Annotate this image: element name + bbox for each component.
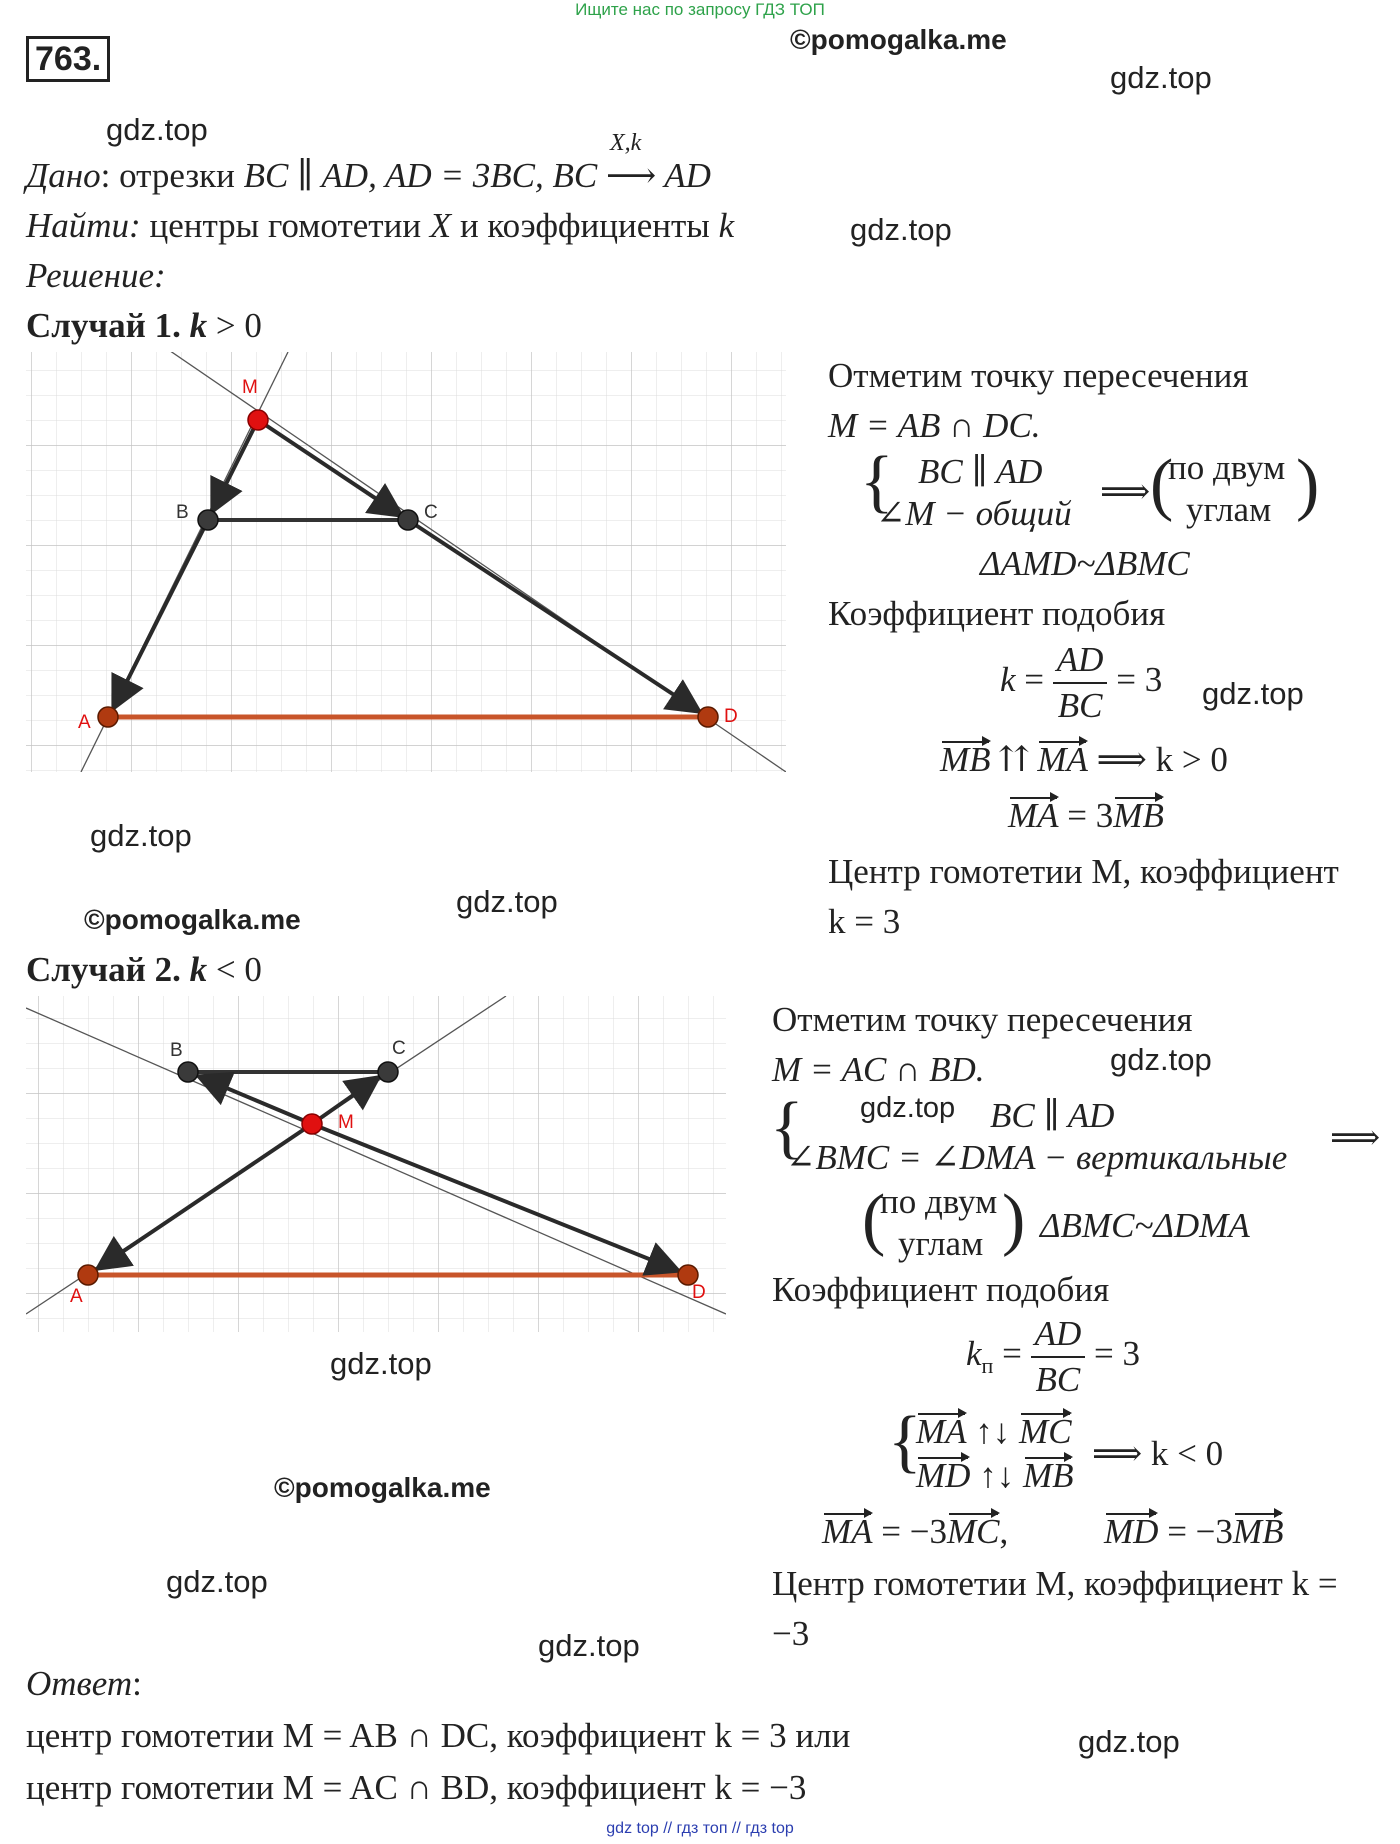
grid-major [26, 996, 726, 1332]
case2-similarity: ΔBMC~ΔDMA [1040, 1206, 1250, 1245]
label-d: D [692, 1282, 706, 1303]
watermark-gdz: gdz.top [1202, 676, 1304, 711]
case2-fraction: $\frac{AD}{BC}$ [1031, 1312, 1086, 1402]
case1-title: Случай 1. k > 0 [26, 306, 262, 345]
watermark-gdz: gdz.top [106, 112, 208, 147]
find-label: Найти: [26, 206, 141, 245]
case1-reason-line1: по двум [1168, 448, 1286, 487]
case2-intersection-expr: M = AC ∩ BD. [772, 1050, 985, 1089]
case2-reason-line2: углам [898, 1224, 984, 1263]
label-c: C [424, 502, 438, 523]
case1-system-line1: BC ∥ AD [918, 452, 1043, 491]
point-m [248, 410, 268, 430]
case1-intersection-expr: M = AB ∩ DC. [828, 406, 1041, 445]
problem-number: 763. [26, 36, 110, 82]
watermark-gdz: gdz.top [850, 212, 952, 247]
label-b: B [170, 1040, 183, 1061]
homothety-arrow: ⟶ [605, 156, 657, 195]
homothety-arrow-label: X,k [609, 130, 642, 156]
label-c: C [392, 1038, 406, 1059]
case1-coef-label: Коэффициент подобия [828, 594, 1166, 633]
case2-intersection-text: Отметим точку пересечения [772, 1000, 1193, 1039]
watermark-gdz: gdz.top [90, 818, 192, 853]
case2-vector-equation-1: MA = −3MC, [822, 1512, 1009, 1551]
case1-implies: ⟹ [1100, 472, 1151, 511]
watermark-pomogalka: ©pomogalka.me [274, 1472, 491, 1503]
case1-reason-line2: углам [1186, 490, 1272, 529]
given-label: Дано [26, 156, 101, 195]
watermark-gdz: gdz.top [166, 1564, 268, 1599]
case2-vector-equation-2: MD = −3MB [1104, 1512, 1284, 1551]
case2-coef-formula: $k_п$ = $\frac{AD}{BC}$ = 3 [966, 1312, 1140, 1402]
case2-system-brace: { [770, 1089, 804, 1166]
find-line: Найти: центры гомотетии X и коэффициенты k [26, 206, 735, 245]
figure-case2 [26, 996, 726, 1332]
watermark-gdz: gdz.top [456, 884, 558, 919]
case1-center-line2: k = 3 [828, 902, 901, 941]
answer-line2: центр гомотетии M = AC ∩ BD, коэффициент k = −3 [26, 1768, 807, 1807]
case2-title: Случай 2. k < 0 [26, 950, 262, 989]
case2-system-line2: ∠BMC = ∠DMA − вертикальные [786, 1138, 1288, 1177]
watermark-gdz: gdz.top [330, 1346, 432, 1381]
case1-paren-right: ) [1296, 446, 1320, 523]
case2-paren-right: ) [1002, 1181, 1026, 1258]
watermark-gdz: gdz.top [1110, 60, 1212, 95]
answer-label: Ответ: [26, 1664, 142, 1703]
watermark-pomogalka: ©pomogalka.me [790, 24, 1007, 55]
label-a: A [70, 1286, 83, 1307]
point-d [698, 707, 718, 727]
label-m: M [242, 377, 258, 398]
point-m [302, 1114, 322, 1134]
case1-intersection-text: Отметим точку пересечения [828, 356, 1249, 395]
watermark-pomogalka: ©pomogalka.me [84, 904, 301, 935]
case2-conclusion: ⟹ k < 0 [1092, 1434, 1224, 1473]
label-a: A [78, 712, 91, 733]
footer-links: gdz top // гдз топ // гдз top [606, 1820, 794, 1837]
point-a [98, 707, 118, 727]
watermark-gdz: gdz.top [860, 1092, 956, 1124]
point-a [78, 1265, 98, 1285]
solution-label: Решение: [26, 256, 166, 295]
point-b [198, 510, 218, 530]
case1-system-line2: ∠M − общий [876, 494, 1072, 533]
case2-coef-label: Коэффициент подобия [772, 1270, 1110, 1309]
case1-vector-equation: MA = 3MB [1008, 796, 1164, 835]
watermark-gdz: gdz.top [1078, 1724, 1180, 1759]
answer-line1: центр гомотетии M = AB ∩ DC, коэффициент k = 3 или [26, 1716, 851, 1755]
label-d: D [724, 706, 738, 727]
case2-center-line2: −3 [772, 1614, 810, 1653]
case1-similarity: ΔAMD~ΔBMC [980, 544, 1190, 583]
watermark-gdz: gdz.top [1110, 1042, 1212, 1077]
grid-major [26, 352, 786, 772]
watermark-gdz: gdz.top [538, 1628, 640, 1663]
given-line: Дано: отрезки BC ∥ AD, AD = 3BC, BC X,k ⟶ AD [26, 130, 711, 195]
case2-system-line1: BC ∥ AD [990, 1096, 1115, 1135]
case2-reason-line1: по двум [880, 1182, 998, 1221]
case2-vector-system-brace: { [888, 1403, 922, 1480]
case2-antidirectional-2: MD ↑↓ MB [916, 1456, 1074, 1495]
case1-paren-left: ( [1150, 446, 1174, 523]
case2-paren-left: ( [862, 1181, 886, 1258]
label-b: B [176, 502, 189, 523]
figure-case1 [26, 352, 786, 772]
case1-fraction: $\frac{AD}{BC}$ [1053, 638, 1108, 728]
point-c [398, 510, 418, 530]
case2-implies: ⟹ [1330, 1118, 1381, 1157]
point-c [378, 1062, 398, 1082]
case2-center-line1: Центр гомотетии M, коэффициент k = [772, 1564, 1338, 1603]
case1-codirectional: MB ⇈ MA ⟹ k > 0 [940, 740, 1228, 779]
case1-system-brace: { [860, 443, 894, 520]
case2-antidirectional-1: MA ↑↓ MC [916, 1412, 1072, 1451]
case1-coef-formula: k = $\frac{AD}{BC}$ = 3 [1000, 638, 1162, 728]
top-banner: Ищите нас по запросу ГДЗ ТОП [575, 0, 825, 19]
label-m: M [338, 1112, 354, 1133]
point-b [178, 1062, 198, 1082]
case1-center-line1: Центр гомотетии M, коэффициент [828, 852, 1339, 891]
